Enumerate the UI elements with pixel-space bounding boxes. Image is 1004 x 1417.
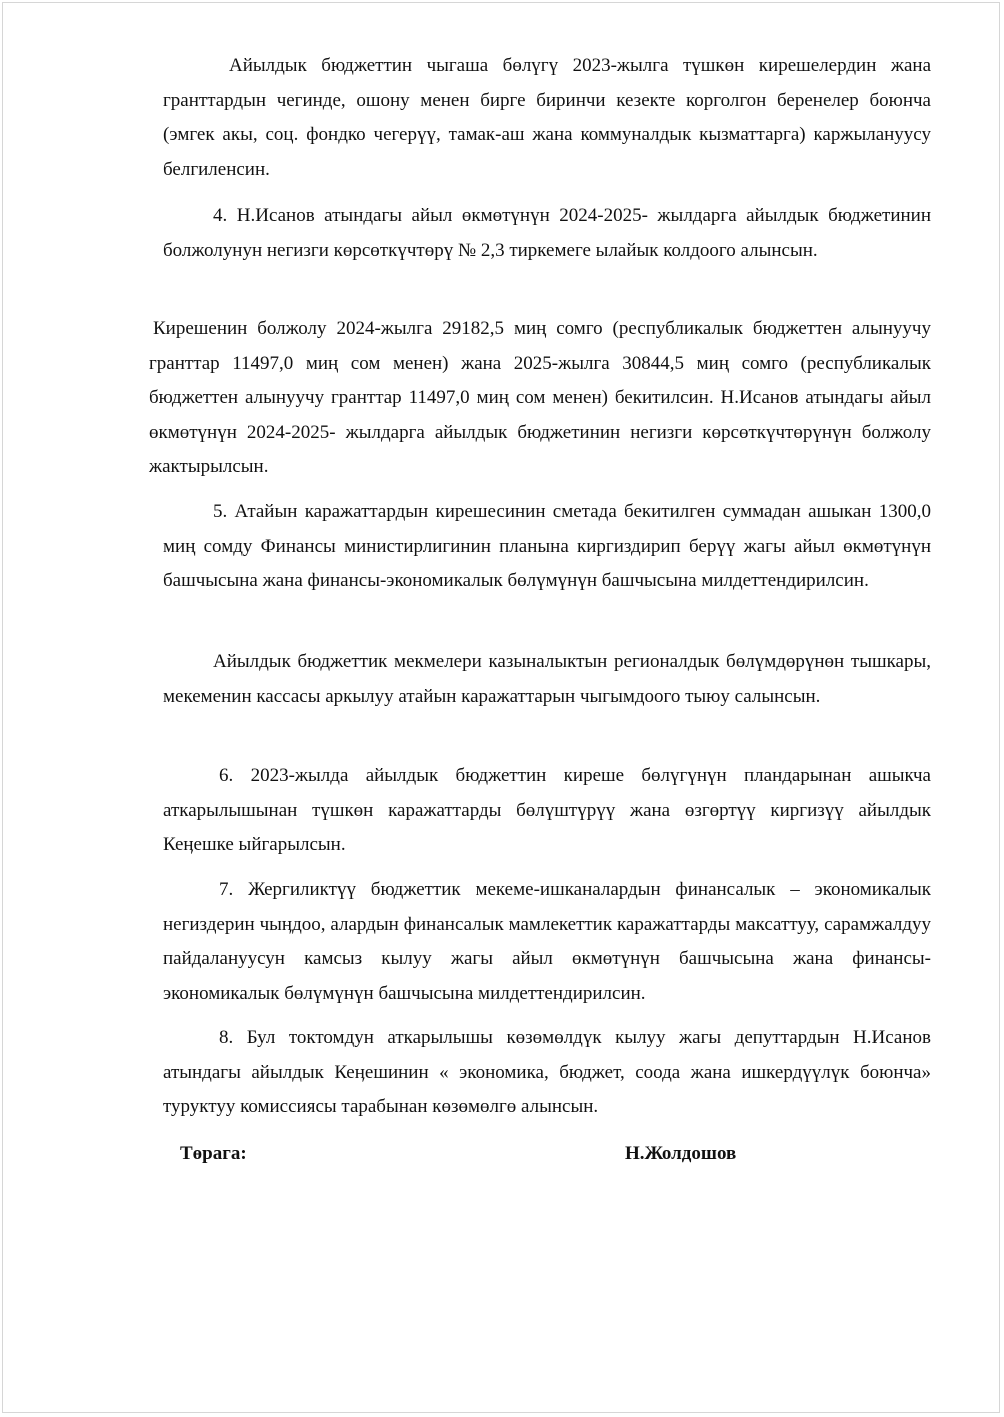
paragraph-item-7: 7. Жергиликтүү бюджеттик мекеме-ишканалардын финансалык – экономикалык негиздерин чыӊдоо, алардын финансалык мамлекеттик каражаттарды максаттуу, сарамжалдуу пайдалануусун камсыз кылуу жагы айыл өкмөтүнүн башчысына жана финансы-экономикалык бөлүмүнүн башчысына милдеттендирилсин. xyxy=(163,879,931,1004)
paragraph-budget-expenditure: Айылдык бюджеттин чыгаша бөлүгү 2023-жылга түшкөн кирешелердин жана гранттардын чегинде, ошону менен бирге биринчи кезекте корголгон беренелер боюнча (эмгек акы, соц. фондко чегерүү, тамак-аш жана коммуналдык кызматтарга) каржылануусу белгиленсин. xyxy=(163,55,931,180)
signature-name: Н.Жолдошов xyxy=(625,1143,737,1164)
paragraph-item-8: 8. Бул токтомдун аткарылышы көзөмөлдүк кылуу жагы депуттардын Н.Исанов атындагы айылдык Кеӊешинин « экономика, бюджет, соода жана ишкердүүлүк боюнча» туруктуу комиссиясы тарабынан көзөмөлгө алынсын. xyxy=(163,1027,931,1118)
paragraph-revenue-forecast: Кирешенин болжолу 2024-жылга 29182,5 миң сомго (республикалык бюджеттен алынуучу гранттар 11497,0 миң сом менен) жана 2025-жылга 30844,5 миң сомго (республикалык бюджеттен алынуучу гранттар 11497,0 миң сом менен) бекитилсин. Н.Исанов атындагы айыл өкмөтүнүн 2024-2025- жылдарга айылдык бюджетинин негизги көрсөткүчтөрүнүн болжолу жактырылсын. xyxy=(149,318,931,478)
paragraph-item-5: 5. Атайын каражаттардын кирешесинин сметада бекитилген суммадан ашыкан 1300,0 миң сомду Финансы министирлигинин планына киргиздирип берүү жагы айыл өкмөтүнүн башчысына жана финансы-экономикалык бөлүмүнүн башчысына милдеттендирилсин. xyxy=(163,501,931,592)
paragraph-special-funds-ban: Айылдык бюджеттик мекмелери казыналыктын регионалдык бөлүмдөрүнөн тышкары, мекеменин кассасы аркылуу атайын каражаттарын чыгымдоого тыюу салынсын. xyxy=(163,651,931,707)
signature-title: Төрага: xyxy=(180,1143,247,1164)
paragraph-item-6: 6. 2023-жылда айылдык бюджеттин киреше бөлүгүнүн пландарынан ашыкча аткарылышынан түшкөн каражаттарды бөлүштүрүү жана өзгөртүү киргизүү айылдык Кеӊешке ыйгарылсын. xyxy=(163,765,931,856)
document-page xyxy=(2,2,1000,1413)
paragraph-item-4: 4. Н.Исанов атындагы айыл өкмөтүнүн 2024-2025- жылдарга айылдык бюджетинин болжолунун негизги көрсөткүчтөрү № 2,3 тиркемеге ылайык колдоого алынсын. xyxy=(163,205,931,261)
